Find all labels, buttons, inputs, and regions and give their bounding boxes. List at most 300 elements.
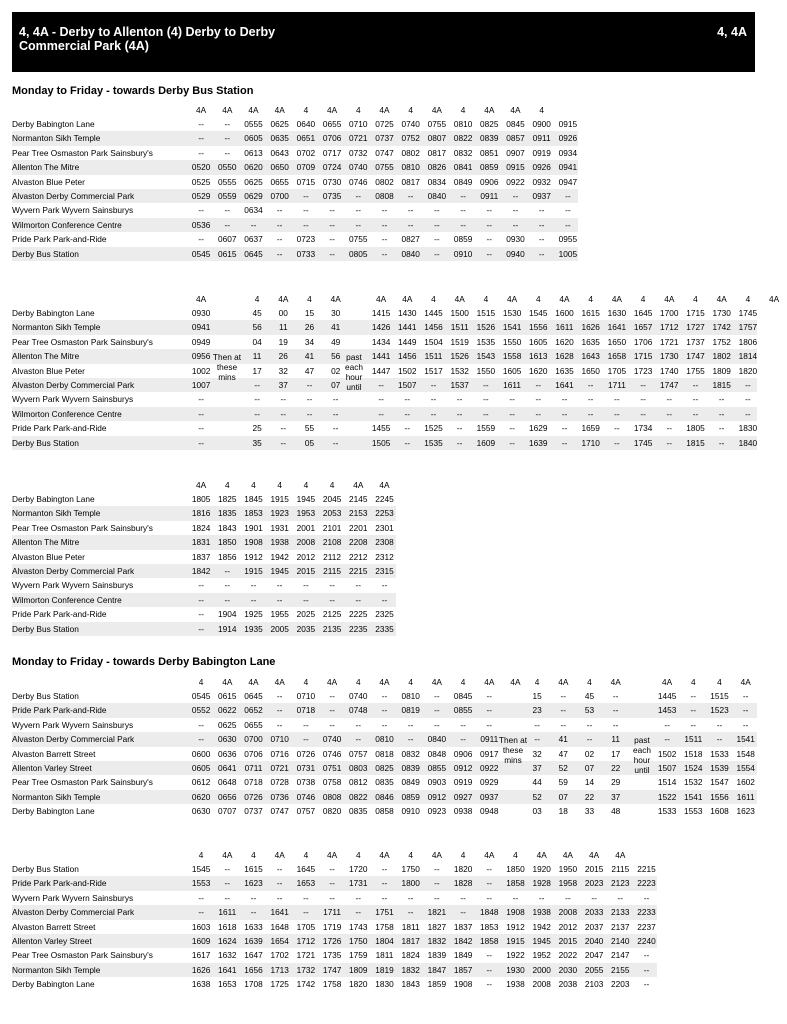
departure-time: 1815: [712, 380, 731, 390]
departure-time: 1737: [686, 336, 705, 347]
departure-time: --: [430, 408, 437, 419]
departure-time: --: [355, 719, 362, 730]
departure-time: --: [378, 408, 384, 419]
departure-time: --: [460, 892, 466, 903]
departure-time: 1541: [684, 791, 703, 802]
departure-time: 0630: [218, 734, 237, 745]
departure-time: 1950: [558, 864, 578, 874]
departure-time: 0917: [480, 748, 499, 759]
departure-time: --: [276, 864, 283, 874]
timetable-block: [12, 292, 780, 450]
departure-time: 2335: [375, 623, 394, 634]
departure-time: 0612: [191, 777, 211, 788]
departure-time: --: [486, 205, 493, 216]
departure-time: 0915: [506, 162, 525, 173]
departure-time: --: [640, 380, 646, 390]
departure-time: 1553: [191, 878, 211, 889]
departure-time: 35: [252, 437, 262, 448]
departure-time: 1441: [398, 322, 417, 333]
departure-time: --: [486, 234, 493, 245]
stop-name: Alvaston Barrett Street: [12, 921, 96, 932]
departure-time: 0841: [453, 162, 473, 173]
timetable-row: [12, 349, 757, 363]
departure-time: 1611: [218, 907, 237, 918]
departure-time: 1820: [453, 864, 473, 874]
departure-time: 0907: [506, 147, 525, 158]
departure-time: 0807: [427, 133, 447, 144]
departure-time: 0615: [218, 248, 237, 259]
departure-time: 0740: [322, 734, 342, 745]
departure-time: 1747: [322, 964, 342, 975]
timetable-block: [12, 478, 396, 636]
departure-time: 1815: [686, 437, 705, 448]
route-label: 4: [460, 677, 466, 687]
departure-time: 07: [331, 380, 341, 390]
departure-time: --: [276, 580, 283, 591]
departure-time: 32: [532, 748, 542, 759]
departure-time: 1525: [424, 423, 443, 434]
departure-time: --: [664, 734, 670, 745]
stop-name: Derby Bus Station: [12, 248, 79, 259]
departure-time: --: [742, 719, 749, 730]
stop-name: Wyvern Park Wyvern Sainsburys: [12, 719, 134, 730]
departure-time: 1942: [532, 921, 551, 932]
departure-time: 1524: [684, 763, 703, 773]
departure-time: 2030: [558, 964, 578, 975]
departure-time: 1705: [607, 365, 627, 376]
departure-time: --: [434, 892, 440, 903]
departure-time: --: [666, 394, 673, 405]
route-label: 4A: [510, 677, 521, 687]
departure-time: --: [486, 878, 493, 889]
timetable-row: [12, 160, 578, 174]
departure-time: --: [486, 964, 493, 975]
departure-time: 1817: [401, 936, 420, 946]
departure-time: --: [303, 580, 309, 591]
departure-time: --: [512, 219, 519, 230]
departure-time: 1518: [684, 748, 703, 759]
departure-time: 1511: [684, 734, 703, 745]
departure-time: --: [538, 234, 545, 245]
route-label: 4A: [376, 294, 387, 304]
departure-time: --: [332, 437, 339, 448]
departure-time: --: [460, 219, 466, 230]
departure-time: 1750: [349, 936, 368, 946]
departure-time: --: [198, 734, 204, 745]
departure-time: 1600: [555, 308, 574, 318]
departure-time: 1857: [453, 964, 473, 975]
departure-time: 2147: [611, 950, 630, 961]
departure-time: 1522: [657, 791, 677, 802]
departure-time: --: [460, 205, 466, 216]
departure-time: 2135: [322, 623, 342, 634]
departure-time: 0911: [480, 191, 499, 201]
departure-time: --: [718, 408, 725, 419]
departure-time: 1824: [191, 522, 211, 533]
departure-time: --: [329, 205, 335, 216]
route-label: 4: [745, 294, 751, 304]
departure-time: --: [512, 205, 519, 216]
departure-time: 53: [584, 705, 595, 716]
departure-time: 1914: [218, 623, 237, 634]
departure-time: --: [355, 892, 362, 903]
departure-time: 56: [331, 351, 341, 362]
departure-time: 1502: [657, 748, 677, 759]
timetable-title: 4, 4A - Derby to Allenton (4) Derby to Derby Commercial Park (4A): [19, 25, 276, 53]
departure-time: 0810: [401, 162, 420, 173]
departure-time: 15: [304, 308, 315, 318]
departure-time: 05: [304, 437, 315, 448]
departure-time: --: [565, 219, 571, 230]
departure-time: --: [198, 892, 204, 903]
departure-time: 2201: [349, 522, 368, 533]
departure-time: 1809: [349, 964, 368, 975]
departure-time: 41: [558, 734, 568, 745]
departure-time: 1721: [660, 336, 679, 347]
departure-time: --: [198, 907, 204, 918]
departure-time: --: [561, 408, 568, 419]
departure-time: 1938: [532, 907, 551, 918]
departure-time: 0757: [296, 806, 316, 817]
departure-time: 1747: [660, 380, 679, 390]
departure-time: 14: [584, 777, 595, 788]
departure-time: 1945: [296, 494, 316, 504]
departure-time: 2115: [323, 566, 342, 576]
departure-time: 1430: [398, 308, 417, 318]
departure-time: --: [692, 408, 699, 419]
departure-time: 1809: [712, 365, 731, 376]
departure-time: 0640: [296, 119, 316, 129]
departure-time: --: [198, 133, 204, 144]
departure-time: 0752: [401, 133, 420, 144]
departure-time: 0919: [532, 147, 551, 158]
departure-time: 0625: [218, 719, 237, 730]
route-label: 4: [307, 294, 312, 304]
departure-time: 1608: [710, 806, 729, 817]
departure-time: 0736: [270, 791, 289, 802]
departure-time: 2015: [296, 566, 316, 576]
route-label: 4: [587, 677, 592, 687]
departure-time: 0840: [427, 191, 447, 201]
departure-time: --: [718, 423, 725, 434]
departure-time: --: [512, 191, 519, 201]
departure-time: 1828: [453, 878, 473, 889]
timetable-row: [12, 492, 396, 506]
timetable-row: [12, 564, 396, 578]
timetable-row: [12, 320, 757, 334]
departure-time: --: [303, 205, 309, 216]
departure-time: --: [332, 408, 339, 419]
departure-time: 1628: [555, 351, 574, 362]
departure-time: 1730: [712, 308, 731, 318]
departure-time: 1645: [296, 864, 316, 874]
departure-time: --: [198, 594, 204, 605]
departure-time: --: [587, 408, 594, 419]
departure-time: 0834: [427, 176, 447, 187]
stop-name: Alvaston Barrett Street: [12, 748, 96, 759]
departure-time: 1842: [191, 566, 211, 576]
departure-time: 2137: [611, 921, 630, 932]
departure-time: 07: [584, 763, 595, 773]
route-label: 4A: [454, 294, 465, 304]
departure-time: --: [666, 408, 673, 419]
route-label: 4A: [222, 677, 233, 687]
route-label: 4: [513, 850, 518, 860]
departure-time: 1456: [398, 351, 417, 362]
departure-time: 0748: [349, 705, 368, 716]
departure-time: 1504: [424, 336, 443, 347]
route-label: 4: [535, 294, 541, 304]
departure-time: 1839: [427, 950, 447, 961]
departure-time: 1806: [738, 336, 758, 347]
route-header-row: [12, 292, 780, 306]
departure-time: 0625: [270, 119, 289, 129]
departure-time: --: [718, 394, 725, 405]
departure-time: 1638: [191, 979, 211, 990]
departure-time: 1603: [191, 921, 211, 932]
departure-time: 0740: [401, 119, 420, 129]
departure-time: 1725: [270, 979, 289, 990]
timetable-row: [12, 306, 757, 320]
departure-time: --: [538, 219, 545, 230]
route-label: 4A: [274, 850, 285, 860]
timetable-row: [12, 963, 657, 977]
departure-time: --: [640, 408, 646, 419]
departure-time: 0559: [218, 191, 237, 201]
departure-time: 1735: [322, 950, 342, 961]
departure-time: 0718: [244, 777, 263, 788]
departure-time: 1650: [607, 336, 627, 347]
departure-time: 0737: [375, 133, 394, 144]
route-label: 4A: [611, 294, 622, 304]
departure-time: 1517: [424, 365, 443, 376]
departure-time: 1426: [371, 322, 391, 333]
departure-time: 2325: [375, 609, 394, 620]
departure-time: 0947: [558, 176, 578, 187]
departure-time: 0545: [191, 691, 211, 701]
departure-time: 1811: [401, 921, 420, 932]
timetable-row: [12, 578, 396, 592]
departure-time: 52: [558, 763, 568, 773]
route-label: 4: [251, 480, 256, 490]
stop-name: Alvaston Derby Commercial Park: [12, 191, 135, 201]
departure-time: --: [276, 205, 283, 216]
departure-time: --: [280, 408, 287, 419]
departure-time: 0927: [453, 791, 473, 802]
departure-time: 0934: [558, 147, 578, 158]
route-label: 4A: [402, 294, 413, 304]
route-label: 4A: [507, 294, 518, 304]
stop-name: Pride Park Park-and-Ride: [12, 705, 107, 716]
departure-time: --: [434, 219, 440, 230]
departure-time: --: [486, 248, 493, 259]
departure-time: --: [509, 437, 515, 448]
departure-time: 1543: [476, 351, 496, 362]
departure-time: 1730: [660, 351, 679, 362]
departure-time: --: [614, 437, 620, 448]
departure-time: --: [538, 248, 545, 259]
departure-time: --: [692, 380, 699, 390]
route-label: 4A: [484, 677, 495, 687]
departure-time: 0827: [401, 234, 420, 245]
departure-time: 0923: [427, 806, 447, 817]
departure-time: --: [276, 878, 283, 889]
departure-time: 0600: [191, 748, 211, 759]
departure-time: 0855: [427, 763, 447, 773]
departure-time: --: [329, 878, 335, 889]
departure-time: 0630: [191, 806, 211, 817]
route-label: 4: [303, 105, 309, 115]
route-label: 4A: [196, 294, 207, 304]
departure-time: 1515: [476, 308, 496, 318]
timetable-row: [12, 876, 657, 890]
departure-time: 2015: [558, 936, 578, 946]
timetable-block: [12, 103, 578, 261]
departure-time: --: [486, 219, 493, 230]
departure-time: 2040: [584, 936, 604, 946]
departure-time: 0726: [296, 748, 316, 759]
stop-name: Pride Park Park-and-Ride: [12, 234, 107, 245]
departure-time: 1618: [218, 921, 237, 932]
departure-time: --: [250, 594, 257, 605]
departure-time: --: [407, 219, 414, 230]
departure-time: --: [306, 380, 313, 390]
departure-time: 0755: [375, 162, 394, 173]
departure-time: 0731: [296, 763, 316, 773]
departure-time: 0550: [218, 162, 237, 173]
departure-time: 1554: [736, 763, 755, 773]
departure-time: --: [407, 205, 414, 216]
departure-time: 00: [278, 308, 288, 318]
departure-time: 0637: [244, 234, 263, 245]
departure-time: 23: [532, 705, 542, 716]
route-label: 4: [588, 294, 593, 304]
departure-time: --: [355, 734, 362, 745]
departure-time: 1545: [529, 308, 548, 318]
departure-time: 1415: [371, 308, 391, 318]
stop-name: Derby Babington Lane: [12, 494, 95, 504]
departure-time: --: [250, 907, 257, 918]
departure-time: --: [355, 191, 362, 201]
departure-time: 2022: [558, 950, 578, 961]
departure-time: 1611: [555, 322, 574, 333]
departure-time: 0859: [453, 234, 473, 245]
departure-time: 1515: [710, 691, 729, 701]
departure-time: 1647: [244, 950, 263, 961]
departure-time: 0737: [244, 806, 263, 817]
departure-time: 0858: [375, 806, 394, 817]
route-label: 4A: [327, 105, 338, 115]
departure-time: 1816: [191, 508, 211, 519]
departure-time: 2037: [584, 921, 604, 932]
departure-time: 0903: [427, 777, 447, 788]
stop-name: Pear Tree Osmaston Park Sainsbury's: [12, 950, 153, 961]
departure-time: --: [643, 892, 650, 903]
departure-time: 2223: [637, 878, 656, 889]
departure-time: 0937: [480, 791, 499, 802]
departure-time: --: [250, 580, 257, 591]
departure-time: 2038: [558, 979, 578, 990]
departure-time: 0629: [244, 191, 263, 201]
departure-time: 0817: [401, 176, 420, 187]
timetable-row: [12, 506, 396, 520]
timetable-row: [12, 550, 396, 564]
departure-time: 0937: [532, 191, 551, 201]
departure-time: 1605: [502, 365, 522, 376]
departure-time: --: [329, 719, 335, 730]
departure-time: 1743: [349, 921, 368, 932]
departure-time: 1931: [270, 522, 289, 533]
departure-time: 2215: [637, 864, 656, 874]
departure-time: 1830: [738, 423, 758, 434]
stop-name: Allenton The Mitre: [12, 162, 80, 173]
route-label: 4A: [353, 480, 364, 490]
departure-time: --: [614, 408, 620, 419]
departure-time: 0906: [453, 748, 473, 759]
departure-time: 1545: [191, 864, 211, 874]
departure-time: 1526: [476, 322, 496, 333]
route-header-row: [12, 103, 578, 117]
departure-time: --: [587, 380, 594, 390]
departure-time: --: [276, 719, 283, 730]
departure-time: 1811: [375, 950, 394, 961]
departure-time: 1747: [686, 351, 705, 362]
departure-time: 1535: [424, 437, 443, 448]
departure-time: 18: [558, 806, 568, 817]
departure-time: 0650: [270, 162, 289, 173]
stop-name: Normanton Sikh Temple: [12, 133, 101, 144]
departure-time: 0723: [296, 234, 316, 245]
departure-time: 1802: [712, 351, 731, 362]
departure-time: 04: [252, 336, 262, 347]
departure-time: 0825: [480, 119, 499, 129]
departure-time: 1835: [218, 508, 237, 519]
departure-time: 1511: [424, 351, 443, 362]
departure-time: 0651: [296, 133, 316, 144]
departure-time: 0730: [322, 176, 342, 187]
departure-time: 1605: [529, 336, 548, 347]
departure-time: --: [224, 205, 231, 216]
timetable-block: [12, 675, 757, 819]
departure-time: --: [381, 892, 388, 903]
departure-time: --: [303, 892, 309, 903]
departure-time: 0810: [453, 119, 473, 129]
departure-time: 0822: [453, 133, 473, 144]
departure-time: 1635: [555, 365, 574, 376]
departure-time: 1915: [244, 566, 263, 576]
timetable-row: [12, 790, 757, 804]
departure-time: 1547: [710, 777, 729, 788]
departure-time: 2253: [375, 508, 394, 519]
departure-time: 1832: [427, 936, 447, 946]
departure-time: --: [329, 580, 335, 591]
departure-time: --: [690, 705, 697, 716]
departure-time: --: [612, 691, 619, 701]
departure-time: --: [587, 394, 594, 405]
stop-name: Pear Tree Osmaston Park Sainsbury's: [12, 336, 153, 347]
departure-time: 0832: [401, 748, 420, 759]
departure-time: --: [434, 705, 440, 716]
departure-time: 0808: [375, 191, 394, 201]
departure-time: 1831: [191, 537, 211, 548]
departure-time: --: [198, 437, 204, 448]
departure-time: --: [381, 234, 388, 245]
departure-time: 2301: [375, 522, 394, 533]
route-label: 4A: [379, 677, 390, 687]
departure-time: 2112: [323, 551, 342, 562]
timetable-row: [12, 948, 657, 962]
departure-time: 1633: [244, 921, 263, 932]
